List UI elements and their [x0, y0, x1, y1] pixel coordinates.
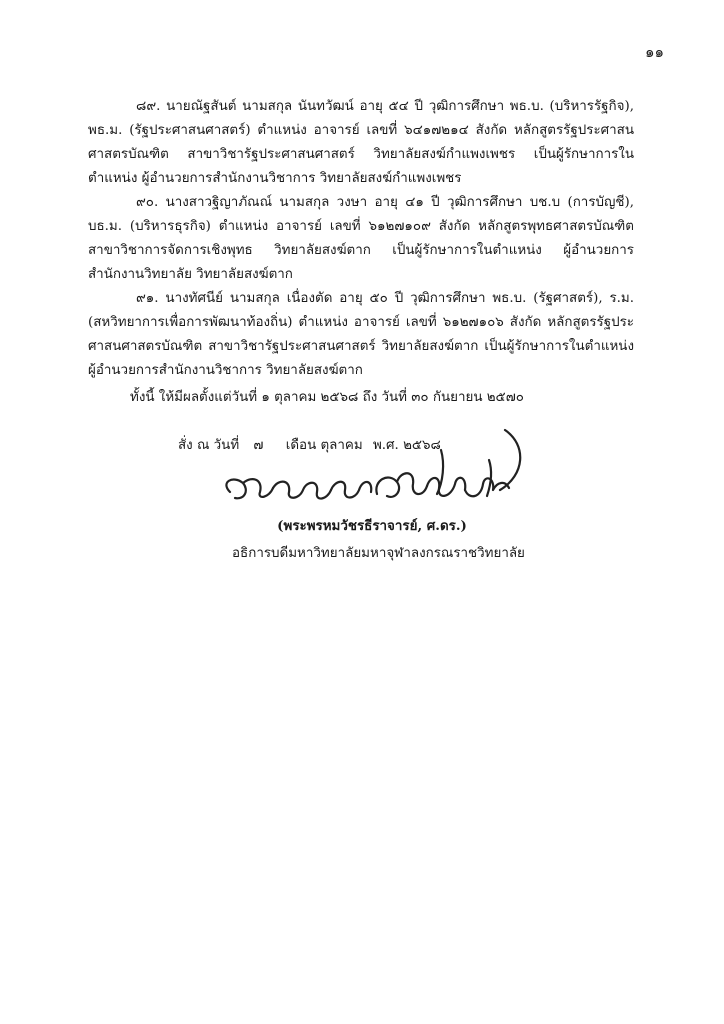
- body-text: [88, 95, 634, 191]
- body-text: [88, 287, 634, 383]
- order-date-year: พ.ศ. ๒๕๖๘: [372, 438, 441, 453]
- signature-icon: [205, 420, 535, 520]
- signer-name: (พระพรหมวัชรธีราจารย์, ศ.ดร.): [277, 518, 467, 534]
- signer-title: อธิการบดีมหาวิทยาลัยมหาจุฬาลงกรณราชวิทยาลัย: [232, 546, 525, 561]
- paragraph-89: ๘๙. นายณัฐสันต์ นามสกุล นันทวัฒน์ อายุ ๕๔ ปี วุฒิการศึกษา พธ.บ. (บริหารรัฐกิจ), พธ.ม. (รัฐประศาสนศาสตร์) ตำแหน่ง อาจารย์ เลขที่ ๖๔๑๗๒๑๔ สังกัด หลักสูตรรัฐประศาสนศาสตรบัณฑิต สาขาวิชารัฐประศาสนศาสตร์ วิทยาลัยสงฆ์กำแพงเพชร เป็นผู้รักษาการในตำแหน่ง ผู้อำนวยการสำนักงานวิชาการ วิทยาลัยสงฆ์กำแพงเพชร: [88, 99, 634, 186]
- order-date-month: เดือน ตุลาคม: [285, 438, 363, 453]
- order-date-prefix: สั่ง ณ วันที่: [178, 438, 240, 453]
- page-number: ๑๑: [644, 43, 664, 61]
- body-text: [88, 191, 634, 287]
- paragraph-90: ๙๐. นางสาวฐิญาภัณณ์ นามสกุล วงษา อายุ ๔๑ ปี วุฒิการศึกษา บช.บ (การบัญชี), บธ.ม. (บริหารธุรกิจ) ตำแหน่ง อาจารย์ เลขที่ ๖๑๒๗๑๐๙ สังกัด หลักสูตรพุทธศาสตรบัณฑิต สาขาวิชาการจัดการเชิงพุทธ วิทยาลัยสงฆ์ตาก เป็นผู้รักษาการในตำแหน่ง ผู้อำนวยการสำนักงานวิทยาลัย วิทยาลัยสงฆ์ตาก: [88, 195, 634, 282]
- paragraph-91: ๙๑. นางทัศนีย์ นามสกุล เนื่องตัด อายุ ๕๐ ปี วุฒิการศึกษา พธ.บ. (รัฐศาสตร์), ร.ม. (สหวิทยาการเพื่อการพัฒนาท้องถิ่น) ตำแหน่ง อาจารย์ เลขที่ ๖๑๒๗๑๐๖ สังกัด หลักสูตรรัฐประศาสนศาสตรบัณฑิต สาขาวิชารัฐประศาสนศาสตร์ วิทยาลัยสงฆ์ตาก เป็นผู้รักษาการในตำแหน่ง ผู้อำนวยการสำนักงานวิชาการ วิทยาลัยสงฆ์ตาก: [88, 291, 634, 378]
- effective-statement: ทั้งนี้ ให้มีผลตั้งแต่วันที่ ๑ ตุลาคม ๒๕๖๘ ถึง วันที่ ๓๐ กันยายน ๒๕๗๐: [130, 390, 524, 405]
- order-date-day: ๗: [253, 438, 264, 453]
